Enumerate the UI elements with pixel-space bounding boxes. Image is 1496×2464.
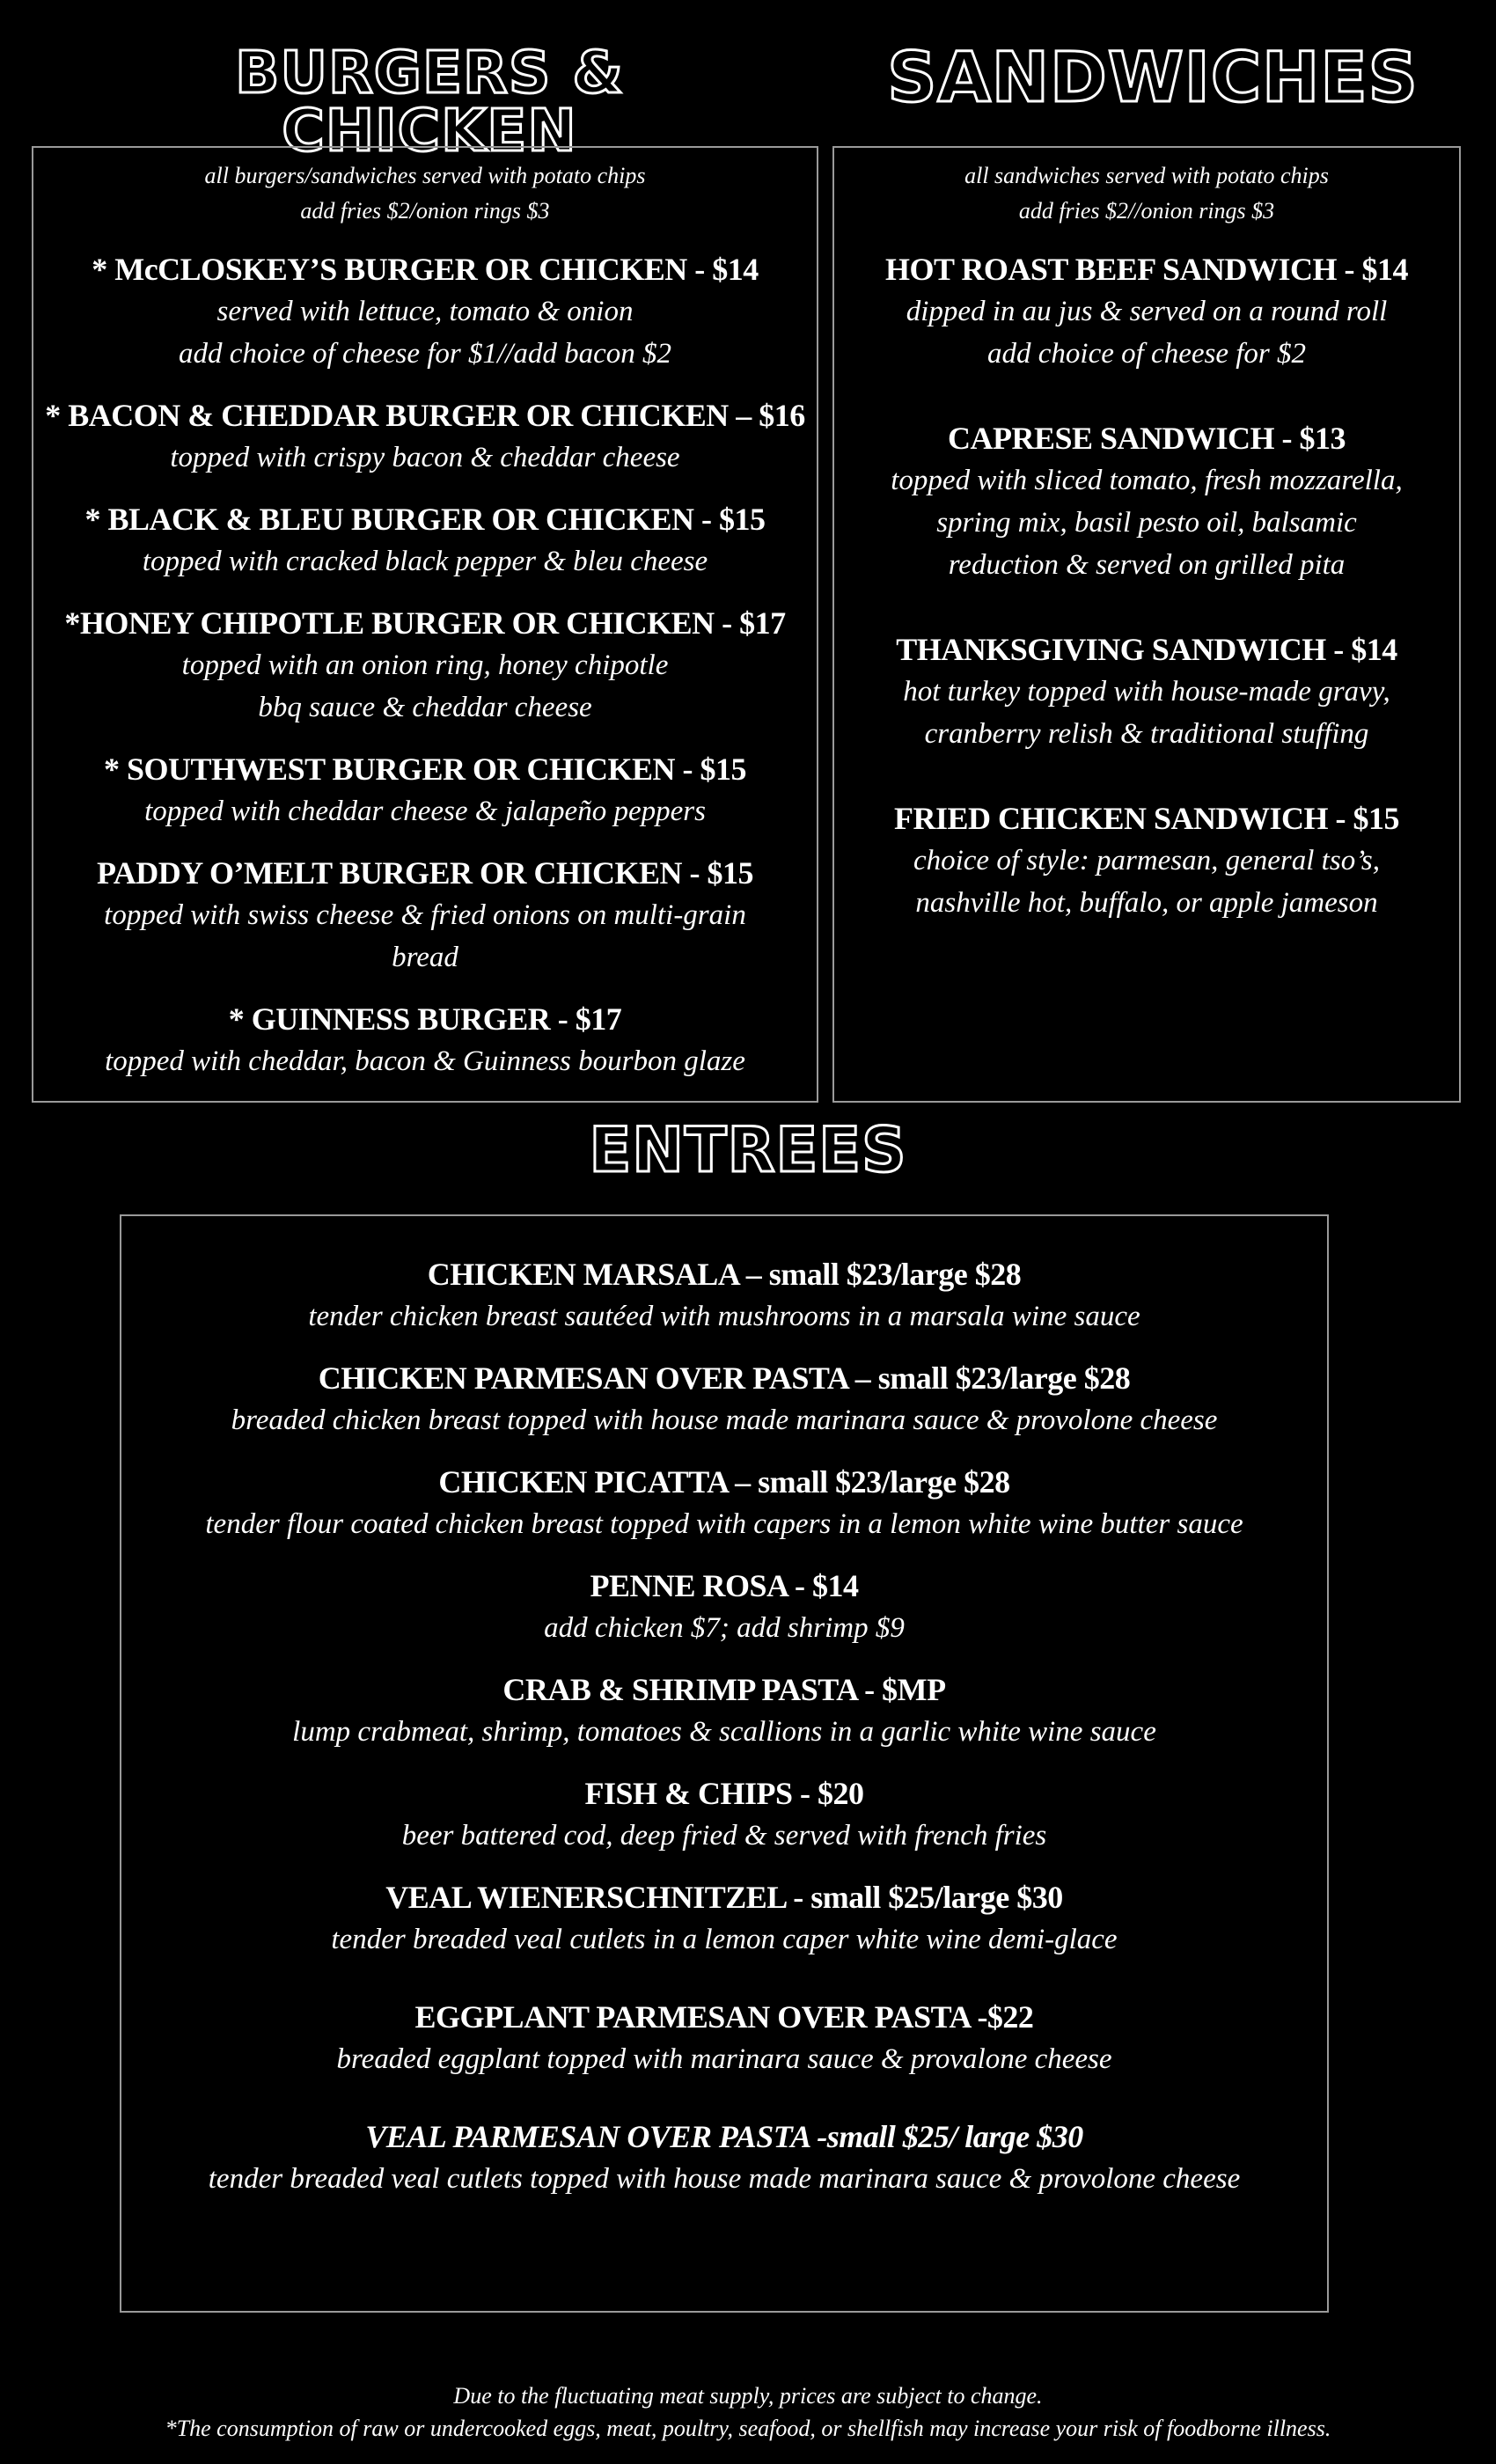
item-description: nashville hot, buffalo, or apple jameson	[915, 887, 1378, 919]
burgers-list	[33, 248, 817, 1082]
entrees-section-title: ENTREES	[589, 1114, 907, 1186]
item-description: bread	[392, 942, 458, 973]
item-description: cranberry relish & traditional stuffing	[924, 718, 1369, 750]
item-name: * BLACK & BLEU BURGER OR CHICKEN - $15	[84, 502, 766, 537]
footer-line: Due to the fluctuating meat supply, prices are subject to change.	[453, 2383, 1043, 2409]
menu-item	[121, 1357, 1327, 1441]
menu-item	[834, 797, 1459, 924]
menu-item	[33, 998, 817, 1082]
menu-item	[33, 748, 817, 832]
item-description: hot turkey topped with house-made gravy,	[903, 676, 1390, 708]
item-description: breaded chicken breast topped with house made marinara sauce & provolone cheese	[231, 1404, 1218, 1436]
item-description: served with lettuce, tomato & onion	[216, 296, 634, 327]
burgers-notes	[33, 158, 817, 229]
item-name: FRIED CHICKEN SANDWICH - $15	[893, 801, 1400, 836]
item-name: * GUINNESS BURGER - $17	[228, 1001, 622, 1037]
item-description: topped with cracked black pepper & bleu cheese	[142, 546, 708, 577]
item-description: tender flour coated chicken breast topped with capers in a lemon white wine butter sauce	[205, 1508, 1243, 1540]
item-name: VEAL WIENERSCHNITZEL - small $25/large $30	[385, 1880, 1063, 1915]
menu-item	[33, 602, 817, 729]
sandwiches-notes	[834, 158, 1459, 229]
item-name: * McCLOSKEY’S BURGER OR CHICKEN - $14	[92, 252, 759, 287]
item-description: breaded eggplant topped with marinara sauce & provalone cheese	[336, 2043, 1112, 2075]
item-name: THANKSGIVING SANDWICH - $14	[896, 632, 1397, 667]
item-name: PADDY O’MELT BURGER OR CHICKEN - $15	[96, 855, 754, 891]
sandwiches-section-title: SANDWICHES	[887, 39, 1419, 118]
menu-item	[121, 1461, 1327, 1545]
note-line: add fries $2/onion rings $3	[300, 198, 550, 224]
item-description: beer battered cod, deep fried & served with french fries	[401, 1820, 1047, 1852]
entrees-box	[120, 1214, 1329, 2313]
item-description: reduction & served on grilled pita	[948, 549, 1346, 581]
menu-item	[121, 2116, 1327, 2200]
item-description: choice of style: parmesan, general tso’s,	[913, 845, 1381, 876]
note-line: all burgers/sandwiches served with potato chips	[204, 163, 646, 188]
menu-item	[121, 1996, 1327, 2080]
sandwiches-list	[834, 248, 1459, 924]
item-description: topped with swiss cheese & fried onions on multi-grain	[104, 899, 746, 931]
entrees-list	[121, 1253, 1327, 2200]
item-name: EGGPLANT PARMESAN OVER PASTA -$22	[414, 1999, 1034, 2035]
menu-item	[33, 394, 817, 479]
item-name: PENNE ROSA - $14	[590, 1568, 859, 1603]
item-description: tender breaded veal cutlets in a lemon caper white wine demi-glace	[331, 1924, 1118, 1955]
item-name: CAPRESE SANDWICH - $13	[947, 421, 1346, 456]
item-description: topped with crispy bacon & cheddar cheese	[170, 442, 680, 473]
item-name: CHICKEN MARSALA – small $23/large $28	[427, 1257, 1022, 1292]
burgers-section-title: BURGERS & CHICKEN	[235, 39, 624, 165]
note-line: add fries $2//onion rings $3	[1018, 198, 1275, 224]
item-name: HOT ROAST BEEF SANDWICH - $14	[885, 252, 1408, 287]
item-description: lump crabmeat, shrimp, tomatoes & scallions in a garlic white wine sauce	[292, 1716, 1156, 1748]
item-description: topped with cheddar cheese & jalapeño peppers	[144, 796, 706, 827]
menu-item	[121, 1253, 1327, 1338]
item-name: CHICKEN PICATTA – small $23/large $28	[438, 1464, 1010, 1500]
item-description: topped with sliced tomato, fresh mozzarella,	[891, 465, 1403, 496]
item-description: add chicken $7; add shrimp $9	[544, 1612, 905, 1644]
item-description: add choice of cheese for $1//add bacon $2	[179, 338, 671, 370]
menu-item	[33, 852, 817, 979]
burgers-box	[32, 146, 818, 1103]
menu-item	[834, 628, 1459, 755]
item-description: topped with an onion ring, honey chipotle	[181, 649, 669, 681]
item-name: * BACON & CHEDDAR BURGER OR CHICKEN – $16	[45, 398, 805, 433]
menu-item	[834, 417, 1459, 586]
menu-item	[834, 248, 1459, 375]
menu-item	[33, 498, 817, 583]
item-name: VEAL PARMESAN OVER PASTA -small $25/ large $30	[365, 2119, 1083, 2154]
footer-line: *The consumption of raw or undercooked eggs, meat, poultry, seafood, or shellfish may increase your risk of foodborne illness.	[165, 2416, 1331, 2441]
menu-item	[121, 1565, 1327, 1649]
item-name: CHICKEN PARMESAN OVER PASTA – small $23/large $28	[318, 1360, 1131, 1396]
menu-item	[121, 1772, 1327, 1857]
item-name: CRAB & SHRIMP PASTA - $MP	[502, 1672, 946, 1707]
menu-item	[33, 248, 817, 375]
menu-item	[121, 1876, 1327, 1961]
item-description: bbq sauce & cheddar cheese	[258, 692, 592, 723]
note-line: all sandwiches served with potato chips	[964, 163, 1329, 188]
item-description: topped with cheddar, bacon & Guinness bourbon glaze	[105, 1045, 745, 1077]
item-description: tender chicken breast sautéed with mushrooms in a marsala wine sauce	[308, 1301, 1140, 1332]
item-name: * SOUTHWEST BURGER OR CHICKEN - $15	[104, 752, 746, 787]
item-description: add choice of cheese for $2	[987, 338, 1306, 370]
item-name: FISH & CHIPS - $20	[584, 1776, 864, 1811]
item-description: spring mix, basil pesto oil, balsamic	[936, 507, 1357, 539]
sandwiches-box	[832, 146, 1461, 1103]
menu-item	[121, 1668, 1327, 1753]
item-description: dipped in au jus & served on a round roll	[906, 296, 1388, 327]
footer-disclaimer	[0, 2380, 1496, 2445]
item-description: tender breaded veal cutlets topped with house made marinara sauce & provolone cheese	[208, 2163, 1241, 2195]
item-name: *HONEY CHIPOTLE BURGER OR CHICKEN - $17	[64, 605, 786, 641]
